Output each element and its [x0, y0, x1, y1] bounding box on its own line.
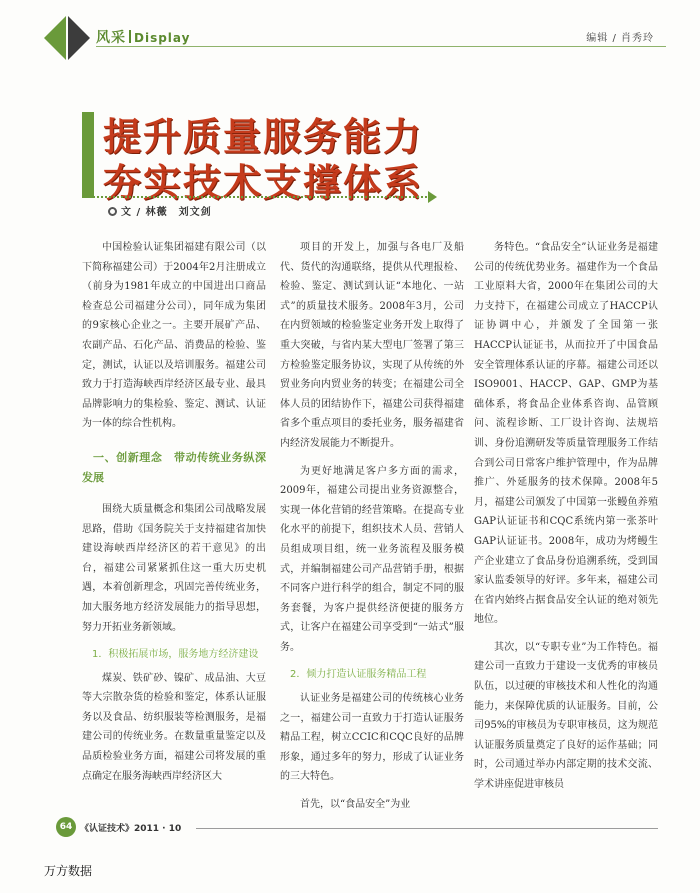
section-heading: 一、创新理念 带动传统业务纵深发展 — [82, 450, 266, 484]
text-column-2 — [280, 238, 464, 815]
editor-credit: 编辑 / 肖秀玲 — [586, 33, 654, 44]
article-title-line-2: 夯实技术支撑体系 — [103, 161, 424, 205]
page-number-badge: 64 — [56, 817, 76, 837]
paragraph: 中国检验认证集团福建有限公司（以下简称福建公司）于2004年2月注册成立（前身为1981年成立的中国进出口商品检查总公司福建分公司），同年成为集团的9家核心企业之一。主要开展矿产品、农副产品、石化产品、消费品的检验、鉴定，测试，认证以及培训服务。福建公司致力于打造海峡西岸经济区最专业、最具品牌影响力的集检验、鉴定、测试、认证为一体的综合性机构。 — [82, 242, 266, 430]
paragraph: 首先，以“食品安全”为业 — [300, 799, 411, 811]
byline-text: 文 / 林薇 刘文剑 — [121, 207, 212, 218]
paragraph: 为更好地满足客户多方面的需求，2009年，福建公司提出业务资源整合，实现一体化营销的经营策略。在提高专业化水平的前提下，组织技术人员、营销人员组成项目组，统一业务流程及服务模式，并编制福建公司产品营销手册，根据不同客户进行科学的组合，制定不同的服务套餐，为客户提供经济便捷的服务方式，让客户在福建公司享受到“一站式”服务。 — [280, 465, 464, 653]
header-rule — [96, 46, 666, 47]
title-accent-bar — [82, 112, 94, 198]
byline — [108, 203, 212, 218]
section-separator — [129, 30, 131, 43]
article-title-line-1: 提升质量服务能力 — [103, 115, 424, 159]
subsection-heading: 2．倾力打造认证服务精品工程 — [290, 669, 427, 681]
title-dotted-rule — [82, 196, 430, 198]
header-arrow-left-icon — [44, 16, 66, 60]
watermark-text: 万方数据 — [44, 864, 93, 878]
section-label — [96, 27, 190, 47]
subsection-heading: 1．积极拓展市场，服务地方经济建设 — [92, 649, 259, 661]
paragraph: 围绕大质量概念和集团公司战略发展思路，借助《国务院关于支持福建省加快建设海峡西岸经济区的若干意见》的出台，福建公司紧紧抓住这一重大历史机遇，本着创新理念，巩固完善传统业务，加大服务地方经济发展能力的指导思想，努力开拓业务新领域。 — [82, 503, 266, 633]
paragraph: 项目的开发上，加强与各电厂及船代、货代的沟通联络，提供从代理报检、检验、鉴定、测试到认证“本地化、一站式”的质量技术服务。2008年3月，公司在内贸领域的检验鉴定业务开发上取得了重大突破，与省内某大型电厂签署了第三方检验鉴定服务协议，实现了从传统的外贸业务向内贸业务的转变；在福建公司全体人员的团结协作下，福建公司获得福建省多个重点项目的委托业务，服务福建省内经济发展能力不断提升。 — [280, 242, 464, 449]
paragraph: 其次，以“专职专业”为工作特色。福建公司一直致力于建设一支优秀的审核员队伍，以过硬的审核技术和人性化的沟通能力，来保障优质的认证服务。目前，公司95%的审核员为专职审核员，这为规范认证服务质量奠定了良好的运作基础；同时，公司通过举办内部定期的技术交流、学术讲座促进审核员 — [474, 641, 658, 791]
section-label-en: Display — [134, 31, 191, 45]
paragraph: 务特色。“食品安全”认证业务是福建公司的传统优势业务。福建作为一个食品工业原料大省，2000年在集团公司的大力支持下，在福建公司成立了HACCP认证协调中心，并颁发了全国第一张HACCP认证证书，从而拉开了中国食品安全管理体系认证的序幕。福建公司还以ISO9001、HACCP、GAP、GMP为基础体系，将食品企业体系咨询、品管顾问、流程诊断、工厂设计咨询、法规培训、身份追溯研发等质量管理服务工作结合到公司日常客户维护管理中，作为品牌推广、外延服务的技术保障。2008年5月，福建公司颁发了中国第一张鳗鱼养殖GAP认证证书和CQC系统内第一张茶叶GAP认证证书。2008年，成功为烤鳗生产企业建立了食品身份追溯系统，受到国家认监委领导的好评。多年来，福建公司在省内始终占据食品安全认证的绝对领先地位。 — [474, 242, 658, 626]
paragraph: 认证业务是福建公司的传统核心业务之一，福建公司一直致力于打造认证服务精品工程，树立CCIC和CQC良好的品牌形象，通过多年的努力，形成了认证业务的三大特色。 — [280, 693, 464, 783]
byline-ring-icon — [108, 207, 117, 216]
text-column-3 — [474, 238, 658, 795]
text-column-1 — [82, 238, 266, 786]
paragraph: 煤炭、铁矿砂、镍矿、成品油、大豆等大宗散杂货的检验和鉴定，体系认证服务以及食品、纺织服装等检测服务，是福建公司的传统业务。在数量重量鉴定以及品质检验业务方面，福建公司将发展的重点确定在服务海峡西岸经济区大 — [82, 672, 266, 782]
journal-issue: 《认证技术》2011 · 10 — [80, 824, 182, 834]
header-arrow-right-icon — [68, 16, 90, 60]
footer-rule — [196, 828, 658, 829]
title-arrow-icon — [428, 191, 437, 203]
section-label-cn: 风采 — [96, 30, 126, 46]
